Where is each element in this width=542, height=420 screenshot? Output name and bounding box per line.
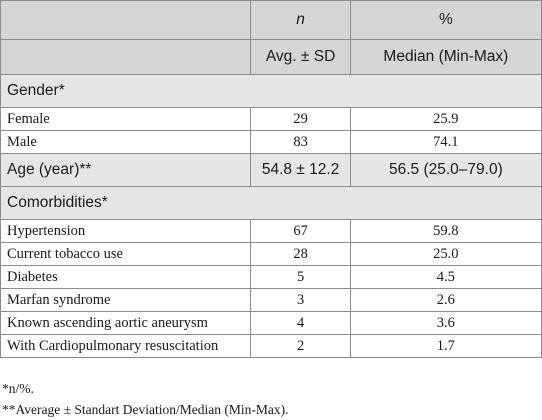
section-label-gender: Gender*: [1, 75, 542, 108]
table-row: [1, 266, 542, 289]
row-label: Current tobacco use: [1, 243, 251, 266]
table-row: [1, 289, 542, 312]
row-percent: 25.9: [350, 108, 541, 131]
header-empty-cell: [1, 40, 251, 75]
section-label-comorbidities: Comorbidities*: [1, 187, 542, 220]
header-empty-cell: [1, 1, 251, 40]
row-n: 29: [251, 108, 350, 131]
table-row: [1, 108, 542, 131]
row-percent: 74.1: [350, 131, 541, 154]
age-avg-sd: 54.8 ± 12.2: [251, 154, 350, 187]
header-row-2: [1, 40, 542, 75]
header-median-range: Median (Min-Max): [350, 40, 541, 75]
row-percent: 4.5: [350, 266, 541, 289]
footnote-2: **Average ± Standart Deviation/Median (Min-Max).: [2, 402, 289, 417]
row-label: Female: [1, 108, 251, 131]
row-percent: 59.8: [350, 220, 541, 243]
row-n: 4: [251, 312, 350, 335]
table-row: [1, 243, 542, 266]
table-row: [1, 220, 542, 243]
table-row: [1, 312, 542, 335]
row-percent: 1.7: [350, 335, 541, 358]
row-label: Known ascending aortic aneurysm: [1, 312, 251, 335]
row-n: 2: [251, 335, 350, 358]
age-label: Age (year)**: [1, 154, 251, 187]
row-percent: 3.6: [350, 312, 541, 335]
section-row-comorbidities: [1, 187, 542, 220]
header-percent: %: [350, 1, 541, 40]
row-n: 83: [251, 131, 350, 154]
row-label: With Cardiopulmonary resuscitation: [1, 335, 251, 358]
age-row: [1, 154, 542, 187]
row-n: 3: [251, 289, 350, 312]
row-label: Hypertension: [1, 220, 251, 243]
table-row: [1, 335, 542, 358]
row-percent: 2.6: [350, 289, 541, 312]
row-label: Marfan syndrome: [1, 289, 251, 312]
row-n: 5: [251, 266, 350, 289]
table-footnotes: [2, 378, 288, 420]
row-n: 28: [251, 243, 350, 266]
row-label: Diabetes: [1, 266, 251, 289]
section-row-gender: [1, 75, 542, 108]
footnote-1: *n/%.: [2, 381, 34, 396]
header-row-1: [1, 1, 542, 40]
table-row: [1, 131, 542, 154]
row-percent: 25.0: [350, 243, 541, 266]
header-avg-sd: Avg. ± SD: [251, 40, 350, 75]
header-n: n: [251, 1, 350, 40]
age-median-range: 56.5 (25.0–79.0): [350, 154, 541, 187]
row-label: Male: [1, 131, 251, 154]
row-n: 67: [251, 220, 350, 243]
